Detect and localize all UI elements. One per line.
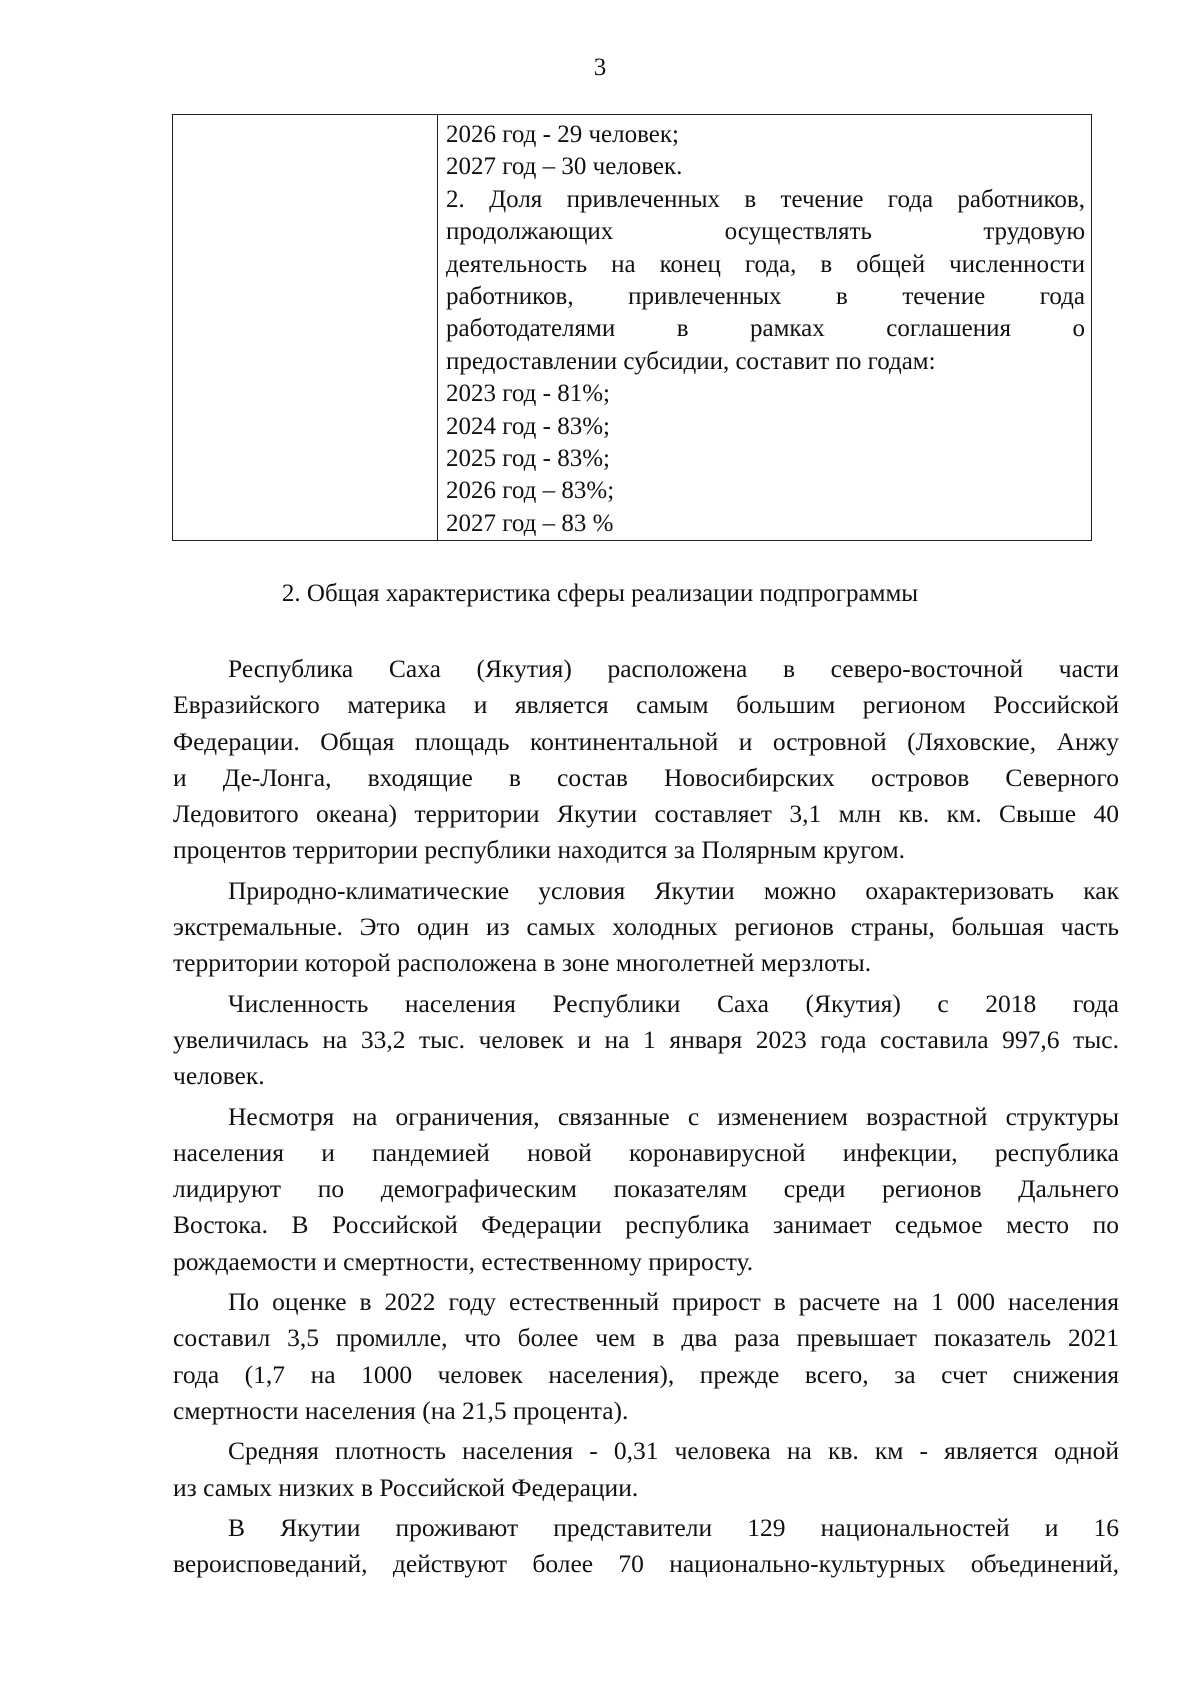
table-line: работников, привлеченных в течение года [446,283,1085,311]
text-line: Численность населения Республики Саха (Якутия) с 2018 года [228,988,1119,1018]
table-line: 2027 год – 83 % [446,509,614,537]
text-line: рождаемости и смертности, естественному приросту. [173,1246,754,1276]
text-line: В Якутии проживают представители 129 национальностей и 16 [228,1512,1119,1542]
text-line: вероисповеданий, действуют более 70 национально-культурных объединений, [173,1549,1119,1579]
table-line: 2026 год – 83%; [446,477,615,505]
text-line: года (1,7 на 1000 человек населения), прежде всего, за счет снижения [173,1359,1119,1389]
paragraph [173,1099,1119,1280]
table-line: продолжающих осуществлять трудовую [446,218,1085,246]
section-heading: 2. Общая характеристика сферы реализации подпрограммы [281,580,919,607]
text-line: увеличилась на 33,2 тыс. человек и на 1 января 2023 года составила 997,6 тыс. [173,1024,1119,1054]
text-line: процентов территории республики находится за Полярным кругом. [173,835,906,865]
table-line: 2027 год – 30 человек. [446,153,683,181]
text-line: Республика Саха (Якутия) расположена в северо-восточной части [228,654,1119,683]
table-line: работодателями в рамках соглашения о [446,315,1085,343]
text-line: населения и пандемией новой коронавирусной инфекции, республика [173,1137,1119,1167]
text-line: лидируют по демографическим показателям среди регионов Дальнего [173,1174,1119,1204]
table-line: деятельность на конец года, в общей численности [446,250,1085,278]
text-line: По оценке в 2022 году естественный прирост в расчете на 1 000 населения [228,1287,1119,1317]
text-line: Несмотря на ограничения, связанные с изменением возрастной структуры [228,1101,1119,1131]
text-line: Востока. В Российской Федерации республика занимает седьмое место по [173,1210,1119,1240]
table-line: 2024 год - 83%; [446,412,610,440]
paragraph [173,1510,1119,1583]
paragraph [173,1433,1119,1506]
table-line: 2023 год - 81%; [446,380,610,408]
text-line: Ледовитого океана) территории Якутии составляет 3,1 млн кв. км. Свыше 40 [173,799,1119,829]
paragraph [173,651,1119,869]
table-line: предоставлении субсидии, составит по годам: [446,347,936,375]
table-line: 2026 год - 29 человек; [446,121,679,148]
page-number: 3 [593,54,607,81]
paragraph [173,1284,1119,1429]
text-line: из самых низких в Российской Федерации. [173,1472,639,1502]
text-line: Средняя плотность населения - 0,31 человека на кв. км - является одной [228,1436,1119,1466]
text-line: смертности населения (на 21,5 процента). [173,1395,629,1425]
text-line: и Де-Лонга, входящие в состав Новосибирских островов Северного [173,762,1119,792]
paragraph [173,873,1119,982]
text-line: Федерации. Общая площадь континентальной и островной (Ляховские, Анжу [173,726,1119,756]
text-line: человек. [173,1061,265,1091]
passport-table [172,114,1092,541]
table-row [173,115,1092,541]
text-line: Евразийского материка и является самым большим регионом Российской [173,690,1119,720]
table-line: 2. Доля привлеченных в течение года работников, [446,185,1085,213]
text-line: территории которой расположена в зоне многолетней мерзлоты. [173,948,872,978]
table-cell-text [438,115,1091,540]
table-left-cell [173,115,438,541]
text-line: Природно-климатические условия Якутии можно охарактеризовать как [228,875,1119,905]
paragraph [173,986,1119,1095]
text-line: экстремальные. Это один из самых холодных регионов страны, большая часть [173,912,1119,942]
table-line: 2025 год - 83%; [446,445,610,473]
body-text [173,651,1119,1586]
table-right-cell [438,115,1092,541]
text-line: составил 3,5 промилле, что более чем в два раза превышает показатель 2021 [173,1323,1119,1353]
